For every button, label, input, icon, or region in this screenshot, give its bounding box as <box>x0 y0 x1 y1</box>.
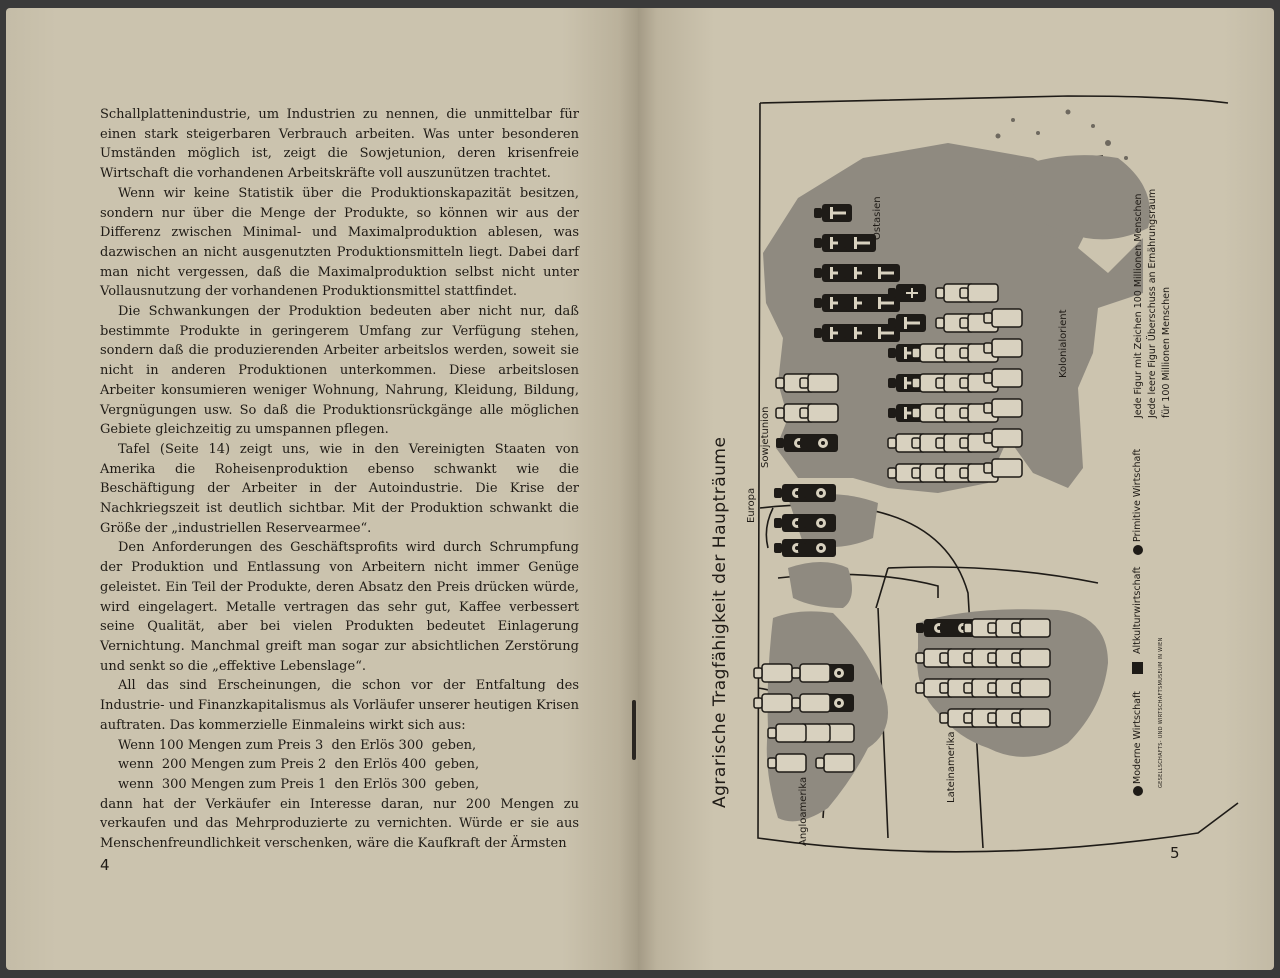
legend-primitive-label: Primitive Wirtschaft <box>1132 448 1143 542</box>
legend-note-3: für 100 Millionen Menschen <box>1161 286 1172 418</box>
island <box>1011 118 1015 122</box>
legend-note-1: Jede Figur mit Zeichen 100 Millionen Menschen <box>1133 193 1144 418</box>
island <box>1066 110 1071 115</box>
label-angloamerika: Angloamerika <box>798 776 809 846</box>
grid-line-7 <box>766 508 773 548</box>
paragraph: Tafel (Seite 14) zeigt uns, wie in den Vereinigten Staaten von Amerika die Roheisenproduktion ebenso schwankt wie die Beschäftigung der Arbeiter in der Autoindustrie. Die Krise der Nachkriegszeit ist deutlich sichtbar. Mit der Produktion schwankt die Größe der „industriellen Reservearmee“. <box>100 441 579 536</box>
legend-modern-label: Moderne Wirtschaft <box>1132 691 1143 784</box>
equation-line: wenn 300 Mengen zum Preis 1 den Erlös 300 geben, <box>118 776 480 792</box>
label-sowjetunion: Sowjetunion <box>760 406 771 468</box>
equation-line: Wenn 100 Mengen zum Preis 3 den Erlös 300 geben, <box>118 737 477 753</box>
left-page <box>6 8 638 970</box>
population-map <box>638 8 1274 970</box>
island <box>1036 131 1040 135</box>
label-kolonialorient: Kolonialorient <box>1058 309 1069 378</box>
grid-line-6 <box>888 567 1098 583</box>
island <box>1091 124 1095 128</box>
right-page <box>638 8 1274 970</box>
paragraph: All das sind Erscheinungen, die schon vor der Entfaltung des Industrie- und Finanzkapitalismus als Vorläufer unserer heutigen Krisen auftraten. Das kommerzielle Einmaleins wirkt sich aus: <box>100 678 579 733</box>
land-greenland <box>788 562 852 608</box>
equation-line: wenn 200 Mengen zum Preis 2 den Erlös 400 geben, <box>118 757 480 773</box>
map-title: Agrarische Tragfähigkeit der Haupträume <box>710 436 730 808</box>
frame-top <box>760 96 1228 103</box>
land-northamerica <box>767 611 888 821</box>
label-europa: Europa <box>746 487 757 523</box>
island <box>1124 156 1128 160</box>
island <box>996 134 1001 139</box>
paragraph: Die Schwankungen der Produktion bedeuten aber nicht nur, daß bestimmte Produkte in geringerem Umfang zur Verfügung stehen, sondern daß die produzierenden Arbeiter arbeitslos werden, soweit sie nicht in anderen Produktionen unterkommen. Diese arbeitslosen Arbeiter konsumieren weniger Wohnung, Nahrung, Kleidung, Bildung, Vergnügungen usw. So daß die Produktionsrückgänge alle möglichen Gebiete gleichzeitig zu umspannen pflegen. <box>100 304 579 438</box>
credit-line: GESELLSCHAFTS- UND WIRTSCHAFTSMUSEUM IN WIEN <box>1158 637 1164 788</box>
body-text <box>100 105 579 854</box>
paragraph: Den Anforderungen des Geschäftsprofits wird durch Schrumpfung der Produktion und Entlassung von Arbeitern nicht immer Genüge geleistet. Ein Teil der Produkte, deren Absatz den Preis drücken würde, wird eingelagert. Metalle vertragen das sehr gut, Kaffee verbessert seine Qualität, aber bei vielen Produkten bedeutet Einlagerung Vernichtung. Manchmal greift man sogar zur absichtlichen Zerstörung und senkt so die „effektive Lebenslage“. <box>100 540 579 674</box>
label-lateinamerika: Lateinamerika <box>946 731 957 803</box>
page-number-right: 5 <box>1170 844 1180 862</box>
legend-altkultur-label: Altkulturwirtschaft <box>1132 566 1143 654</box>
legend-primitive-icon <box>1133 545 1143 555</box>
island <box>1105 140 1111 146</box>
paragraph: dann hat der Verkäufer ein Interesse daran, nur 200 Mengen zu verkaufen und das Mehrproduzierte zu vernichten. Würde er sie aus Menschenfreundlichkeit verschenken, wäre die Kaufkraft der Ärmsten <box>100 796 579 852</box>
page-number-left: 4 <box>100 856 110 874</box>
paragraph: Wenn wir keine Statistik über die Produktionskapazität besitzen, sondern nur über die Menge der Produkte, so können wir aus der Differenz zwischen Minimal- und Maximalproduktion ablesen, was dazwischen an nicht ausgenutzten Produktionsmitteln liegt. Dabei darf man nicht vergessen, daß die Maximalproduktion selbst nicht unter Vollausnutzung der vorhandenen Produktionsmittel stattfindet. <box>100 185 579 300</box>
legend-altkultur-icon <box>1132 662 1143 674</box>
europa-figures <box>774 484 836 557</box>
binding-staple <box>632 700 636 760</box>
paragraph: Schallplattenindustrie, um Industrien zu nennen, die unmittelbar für einen stark steigerbaren Verbrauch arbeiten. Was unter besonderen Umständen möglich ist, zeigt die Sowjetunion, deren krisenfreie Wirtschaft die vorhandenen Arbeitskräfte voll auszunützen trachtet. <box>100 107 579 182</box>
legend-modern-icon <box>1133 786 1143 796</box>
legend-note-2: Jede leere Figur Überschuss an Ernährungsraum <box>1147 188 1158 418</box>
label-ostasien: Ostasien <box>872 196 883 240</box>
sowjetunion-figures <box>776 374 838 452</box>
